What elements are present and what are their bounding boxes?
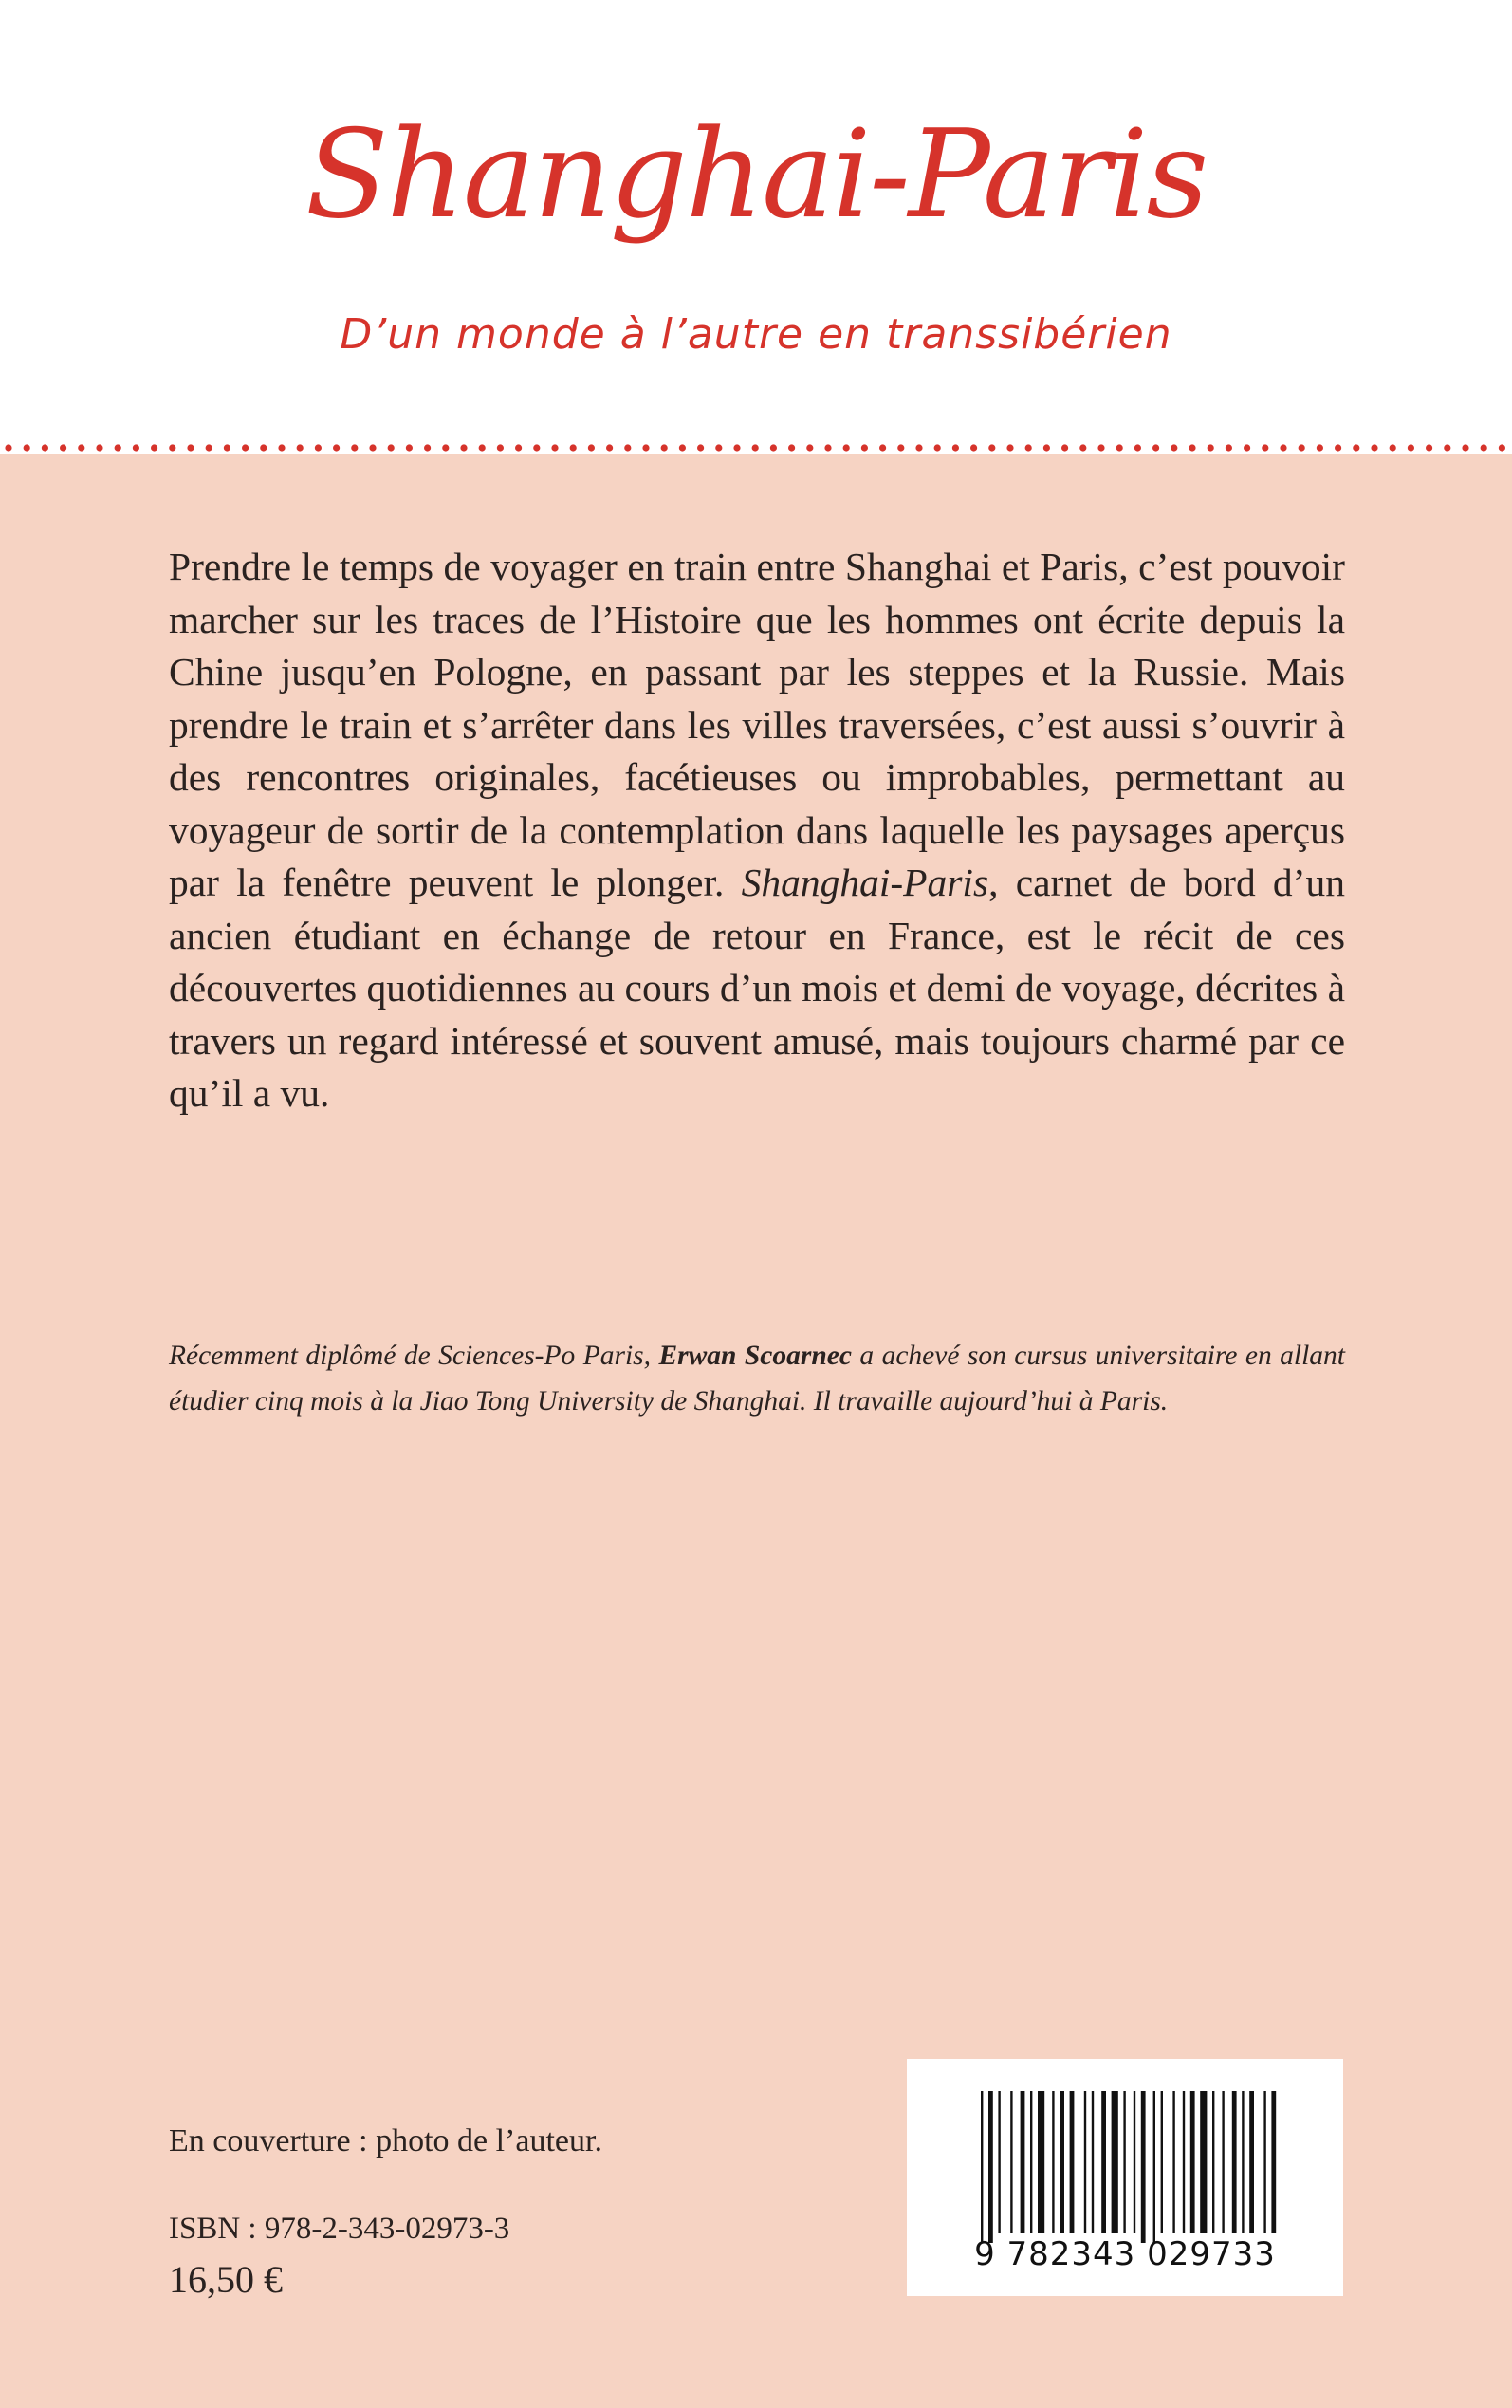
barcode-bar — [1134, 2091, 1135, 2233]
barcode-bar — [1190, 2091, 1195, 2233]
divider-dot — [479, 444, 486, 451]
barcode-bar — [1222, 2091, 1224, 2233]
book-subtitle: D’un monde à l’autre en transsibérien — [340, 310, 1172, 359]
barcode-bar — [1153, 2091, 1155, 2243]
barcode-bar — [1263, 2091, 1265, 2233]
divider-dot — [133, 444, 139, 451]
barcode-digits: 9 782343 029733 — [974, 2235, 1276, 2273]
divider-dot — [1462, 444, 1468, 451]
divider-dot — [351, 444, 358, 451]
divider-dot — [1097, 444, 1104, 451]
divider-dot — [661, 444, 668, 451]
header — [0, 0, 1512, 446]
divider-dot — [988, 444, 995, 451]
divider-dot — [315, 444, 322, 451]
divider-dot — [1299, 444, 1305, 451]
divider-dot — [1335, 444, 1341, 451]
divider-dot — [60, 444, 66, 451]
barcode-bar — [1092, 2091, 1094, 2233]
barcode-bar — [1232, 2091, 1237, 2233]
barcode-bar — [1161, 2091, 1163, 2233]
divider-dot — [861, 444, 868, 451]
divider-dot — [497, 444, 504, 451]
divider-dot — [5, 444, 11, 451]
divider-dot — [1208, 444, 1214, 451]
divider-dot — [1371, 444, 1377, 451]
divider-dot — [169, 444, 175, 451]
divider-dot — [242, 444, 249, 451]
divider-dot — [206, 444, 212, 451]
divider-dot — [260, 444, 267, 451]
divider-dot — [624, 444, 631, 451]
divider-dot — [715, 444, 722, 451]
divider-dot — [788, 444, 795, 451]
divider-dot — [952, 444, 959, 451]
barcode-bar — [1030, 2091, 1032, 2233]
divider-dot — [679, 444, 686, 451]
divider-dot — [1043, 444, 1050, 451]
barcode-bar — [1242, 2091, 1244, 2233]
barcode-bar — [1070, 2091, 1075, 2233]
divider-dot — [1061, 444, 1068, 451]
barcode-bar — [1271, 2091, 1276, 2233]
divider-dot — [1189, 444, 1195, 451]
barcode-bar — [1052, 2091, 1054, 2233]
author-name: Erwan Scoarnec — [658, 1341, 852, 1371]
divider-dot — [24, 444, 30, 451]
divider-dot — [733, 444, 740, 451]
divider-dot — [1079, 444, 1086, 451]
divider-dot — [1280, 444, 1286, 451]
price: 16,50 € — [169, 2258, 283, 2301]
divider-dot — [970, 444, 977, 451]
blurb-title-reference: Shanghai-Paris — [741, 861, 989, 904]
divider-dot — [1481, 444, 1487, 451]
barcode-bar — [1060, 2091, 1064, 2233]
divider-dot — [752, 444, 759, 451]
author-bio-before: Récemment diplômé de Sciences-Po Paris, — [169, 1341, 659, 1371]
divider-dot — [879, 444, 886, 451]
divider-dot — [551, 444, 558, 451]
divider-dot — [78, 444, 84, 451]
divider-dot — [934, 444, 941, 451]
divider-dot — [224, 444, 230, 451]
barcode-bar — [981, 2091, 983, 2243]
divider-dot — [1353, 444, 1359, 451]
barcode-bar — [1010, 2091, 1012, 2233]
barcode-bar — [1084, 2091, 1086, 2233]
divider-dot — [442, 444, 449, 451]
divider-dot — [1152, 444, 1159, 451]
divider-dot — [115, 444, 121, 451]
divider-dot — [642, 444, 649, 451]
blurb-part-2: , carnet de bord d’un ancien étudiant en échange de retour en France, est le récit de ces découvertes quotidiennes au cours d’un mois et demi de voyage, décrites à travers un regard intéressé et souvent amusé, mais toujours charmé par ce qu’il a vu. — [169, 861, 1346, 1115]
author-bio-after: a achevé son cursus universitaire en allant étudier cinq mois à la Jiao Tong University de Shanghai. Il travaille aujourd’hui à Paris. — [169, 1341, 1345, 1417]
barcode-bar — [1112, 2091, 1118, 2233]
divider-dot — [460, 444, 467, 451]
barcode-bar — [1249, 2091, 1254, 2233]
divider-dot — [42, 444, 48, 451]
divider-dot — [1390, 444, 1396, 451]
divider-dot — [151, 444, 157, 451]
book-title: Shanghai-Paris — [304, 104, 1208, 246]
divider-dot — [424, 444, 431, 451]
barcode-bar — [998, 2091, 1000, 2233]
barcode-bar — [1101, 2091, 1106, 2233]
divider-dot — [1317, 444, 1323, 451]
barcode-bar — [1200, 2091, 1207, 2233]
divider-dot — [588, 444, 595, 451]
barcode-bar — [1021, 2091, 1025, 2233]
divider-dot — [333, 444, 340, 451]
divider-dot — [1408, 444, 1414, 451]
divider-dot — [570, 444, 577, 451]
divider-dot — [1499, 444, 1505, 451]
barcode-bar — [988, 2091, 993, 2243]
divider-dot — [697, 444, 704, 451]
blurb-text — [169, 541, 1345, 1121]
barcode — [907, 2059, 1343, 2296]
barcode-bar — [1183, 2091, 1185, 2233]
divider-dot — [533, 444, 540, 451]
divider-dot — [1244, 444, 1250, 451]
barcode-bar — [1123, 2091, 1125, 2233]
barcode-bar — [1141, 2091, 1146, 2243]
divider-dot — [1116, 444, 1123, 451]
divider-dot — [770, 444, 777, 451]
isbn: ISBN : 978-2-343-02973-3 — [169, 2212, 510, 2246]
divider-dot — [1262, 444, 1268, 451]
author-bio — [169, 1333, 1345, 1424]
divider-dot — [843, 444, 850, 451]
divider-dot — [606, 444, 613, 451]
barcode-bar — [1172, 2091, 1174, 2233]
divider-dot — [515, 444, 522, 451]
divider-dot — [1134, 444, 1141, 451]
divider-dot — [915, 444, 922, 451]
divider-dot — [1171, 444, 1177, 451]
divider-dot — [1226, 444, 1232, 451]
divider-dot — [297, 444, 304, 451]
divider-dot — [406, 444, 413, 451]
cover-credit: En couverture : photo de l’auteur. — [169, 2123, 602, 2158]
divider-dot — [278, 444, 285, 451]
divider-dot — [1025, 444, 1032, 451]
divider-dot — [1006, 444, 1013, 451]
barcode-bar — [1212, 2091, 1214, 2233]
divider-dot — [824, 444, 831, 451]
blurb-part-1: Prendre le temps de voyager en train entre Shanghai et Paris, c’est pouvoir marcher sur les traces de l’Histoire que les hommes ont écrite depuis la Chine jusqu’en Pologne, en passant par les steppes et la Russie. Mais prendre le train et s’arrêter dans les villes traversées, c’est aussi s’ouvrir à des rencontres originales, facétieuses ou improbables, permettant au voyageur de sortir de la contemplation dans laquelle les paysages aperçus par la fenêtre peuvent le plonger. — [169, 545, 1345, 904]
divider-dot — [806, 444, 813, 451]
divider-dot — [369, 444, 376, 451]
divider-dot — [897, 444, 904, 451]
divider-dot — [96, 444, 102, 451]
divider-dot — [187, 444, 194, 451]
divider-dot — [388, 444, 395, 451]
barcode-bar — [1038, 2091, 1044, 2233]
divider-dot — [1444, 444, 1450, 451]
divider-dot — [1426, 444, 1432, 451]
